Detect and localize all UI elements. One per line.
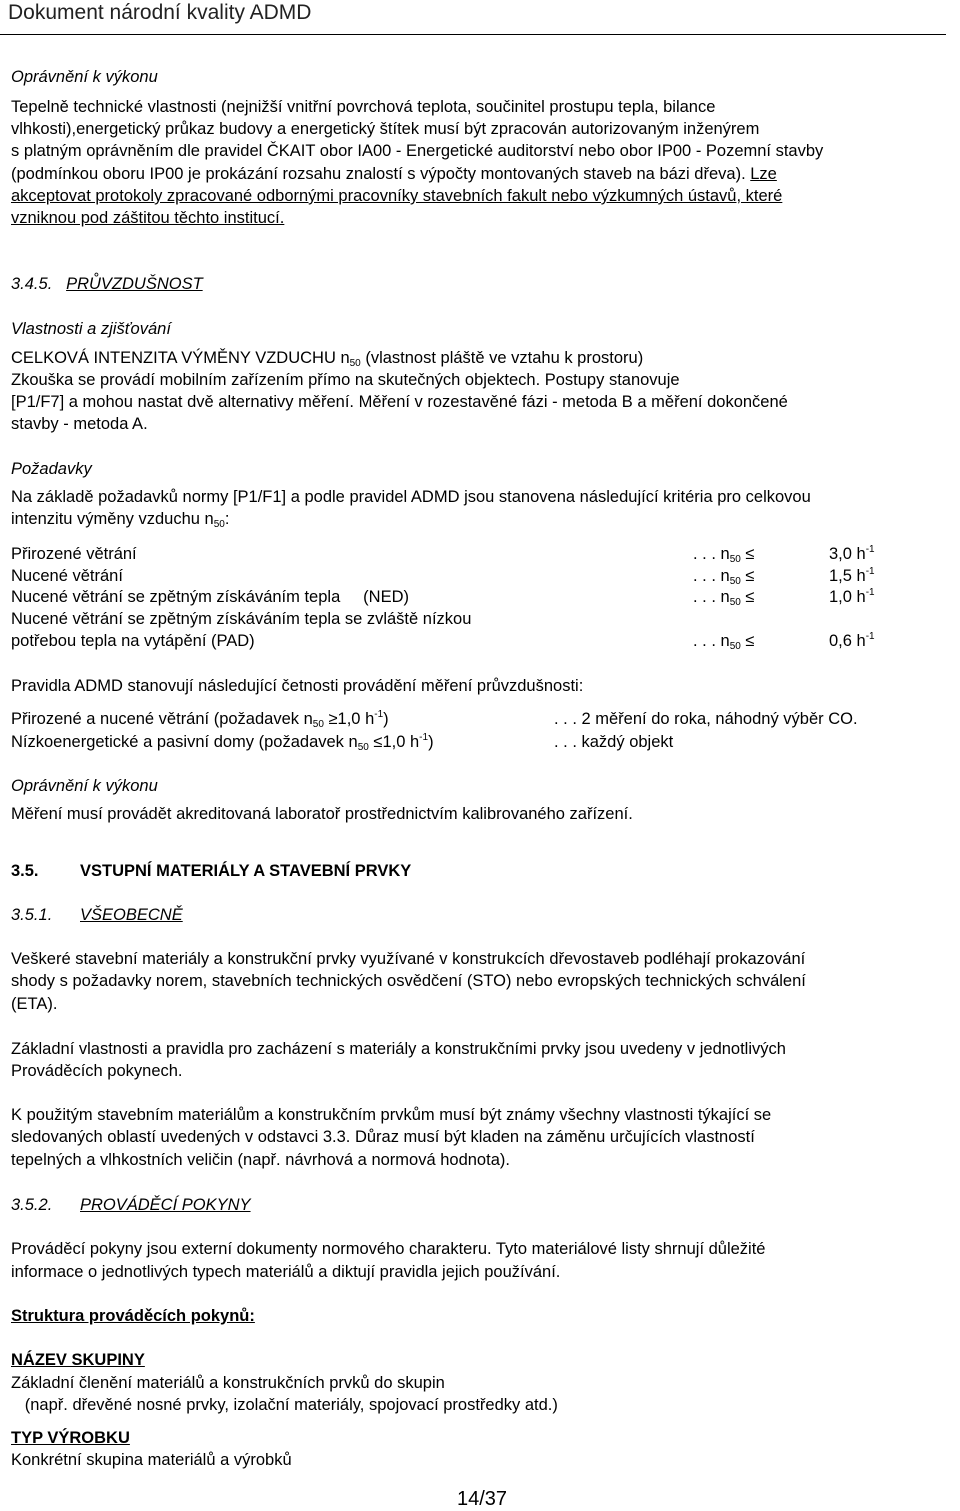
section-title: PROVÁDĚCÍ POKYNY — [80, 1196, 251, 1214]
text: ) — [428, 733, 434, 751]
superscript: -1 — [374, 709, 384, 720]
paragraph-line: s platným oprávněním dle pravidel ČKAIT obor IA00 - Energetické auditorství nebo obor IP00 - Pozemní stavby — [11, 142, 824, 160]
underlined-line: vzniknou pod záštitou těchto institucí. — [11, 209, 285, 227]
text: 3,0 h — [829, 545, 866, 563]
criteria-value — [829, 565, 875, 587]
criteria-value — [829, 586, 875, 608]
group-heading: NÁZEV SKUPINY — [11, 1351, 145, 1369]
authorization-heading: Oprávnění k výkonu — [11, 777, 158, 795]
subscript: 50 — [357, 742, 369, 753]
underlined-line: akceptovat protokoly zpracované odbornými pracovníky stavebních fakult nebo výzkumných ústavů, které — [11, 187, 783, 205]
section-number: 3.5.2. — [11, 1196, 53, 1214]
subscript: 50 — [729, 554, 741, 565]
paragraph-line: Prováděcí pokyny jsou externí dokumenty normového charakteru. Tyto materiálové listy shrnují důležité — [11, 1240, 766, 1258]
criteria-label: Nucené větrání se zpětným získáváním tepla se zvláště nízkou — [11, 610, 472, 628]
text: ) — [383, 710, 389, 728]
criteria-condition — [693, 543, 754, 565]
paragraph-line: Základní vlastnosti a pravidla pro zacházení s materiály a konstrukčními prvky jsou uvedeny v jednotlivých — [11, 1040, 786, 1058]
criteria-label: Přirozené větrání — [11, 545, 137, 563]
section-3-5-1-heading — [11, 904, 183, 926]
subscript: 50 — [729, 641, 741, 652]
subscript: 50 — [729, 576, 741, 587]
superscript: -1 — [865, 544, 875, 555]
page-number: 14/37 — [457, 1488, 508, 1510]
text: intenzitu výměny vzduchu n — [11, 510, 214, 528]
paragraph-line: Pravidla ADMD stanovují následující četnosti provádění měření průvzdušnosti: — [11, 677, 584, 695]
text: Nízkoenergetické a pasivní domy (požadavek n — [11, 733, 358, 751]
operator: ≤ — [745, 588, 755, 606]
section-3-5-2-heading — [11, 1194, 251, 1216]
intro-text: CELKOVÁ INTENZITA VÝMĚNY VZDUCHU n — [11, 349, 350, 367]
paragraph-line: Prováděcích pokynech. — [11, 1062, 183, 1080]
paragraph-line — [11, 508, 229, 530]
subscript: 50 — [349, 358, 361, 369]
paragraph-line: informace o jednotlivých typech materiálů a diktují pravidla jejich používání. — [11, 1263, 561, 1281]
paragraph-line: Měření musí provádět akreditovaná laboratoř prostřednictvím kalibrovaného zařízení. — [11, 805, 633, 823]
criteria-label: Nucené větrání — [11, 567, 123, 585]
paragraph-text: (podmínkou oboru IP00 je prokázání rozsahu znalostí s výpočty montovaných staveb na bázi dřeva). — [11, 165, 746, 183]
section-number: 3.5.1. — [11, 906, 53, 924]
paragraph-line: (např. dřevěné nosné prvky, izolační materiály, spojovací prostředky atd.) — [11, 1396, 558, 1414]
criteria-condition — [693, 565, 754, 587]
paragraph-line: shody s požadavky norem, stavebních technických osvědčení (STO) nebo evropských technických schválení — [11, 972, 806, 990]
paragraph-line: Tepelně technické vlastnosti (nejnižší vnitřní povrchová teplota, součinitel prostupu tepla, bilance — [11, 98, 716, 116]
paragraph-line — [11, 163, 777, 185]
underlined-text: Lze — [750, 165, 777, 183]
superscript: -1 — [419, 732, 429, 743]
operator: ≤ — [745, 632, 755, 650]
criteria-value — [829, 630, 875, 652]
header-title: Dokument národní kvality ADMD — [8, 1, 312, 24]
superscript: -1 — [865, 566, 875, 577]
text: : — [224, 510, 230, 528]
text: . . . n — [693, 567, 730, 585]
section-heading: Oprávnění k výkonu — [11, 68, 158, 86]
text: . . . n — [693, 588, 730, 606]
criteria-value — [829, 543, 875, 565]
operator: ≤ — [745, 545, 755, 563]
text: 1,5 h — [829, 567, 866, 585]
section-number: 3.5. — [11, 862, 39, 880]
section-title: PRŮVZDUŠNOST — [66, 275, 203, 293]
paragraph-line: Základní členění materiálů a konstrukčních prvků do skupin — [11, 1374, 445, 1392]
structure-heading: Struktura prováděcích pokynů: — [11, 1307, 255, 1325]
page-header — [0, 0, 946, 35]
section-3-4-5-heading — [11, 273, 203, 295]
superscript: -1 — [865, 587, 875, 598]
frequency-label — [11, 731, 434, 753]
subscript: 50 — [213, 519, 225, 530]
paragraph-line: Zkouška se provádí mobilním zařízením přímo na skutečných objektech. Postupy stanovuje — [11, 371, 680, 389]
operator: ≤ — [745, 567, 755, 585]
paragraph-line: K použitým stavebním materiálům a konstrukčním prvkům musí být známy všechny vlastnosti týkající se — [11, 1106, 772, 1124]
text: 0,6 h — [829, 632, 866, 650]
criteria-condition — [693, 630, 754, 652]
section-title: VŠEOBECNĚ — [80, 906, 183, 924]
paragraph-line: Veškeré stavební materiály a konstrukční prvky využívané v konstrukcích dřevostaveb podléhají prokazování — [11, 950, 806, 968]
section-title: VSTUPNÍ MATERIÁLY A STAVEBNÍ PRVKY — [80, 862, 412, 880]
paragraph-line: stavby - metoda A. — [11, 415, 148, 433]
subscript: 50 — [312, 719, 324, 730]
paragraph-line: tepelných a vlhkostních veličin (např. návrhová a normová hodnota). — [11, 1151, 510, 1169]
criteria-label: potřebou tepla na vytápění (PAD) — [11, 632, 255, 650]
criteria-label: Nucené větrání se zpětným získáváním tepla (NED) — [11, 588, 409, 606]
paragraph-line: Na základě požadavků normy [P1/F1] a podle pravidel ADMD jsou stanovena následující kritéria pro celkovou — [11, 488, 811, 506]
text: ≤1,0 h — [368, 733, 420, 751]
text: 1,0 h — [829, 588, 866, 606]
text: . . . n — [693, 632, 730, 650]
superscript: -1 — [865, 631, 875, 642]
paragraph-line: (ETA). — [11, 995, 58, 1013]
section-3-5-heading — [11, 860, 412, 882]
paragraph-line: [P1/F7] a mohou nastat dvě alternativy měření. Měření v rozestavěné fázi - metoda B a měření dokončené — [11, 393, 788, 411]
text: ≥1,0 h — [323, 710, 375, 728]
text: Přirozené a nucené větrání (požadavek n — [11, 710, 313, 728]
type-heading: TYP VÝROBKU — [11, 1429, 130, 1447]
frequency-value: . . . každý objekt — [554, 733, 674, 751]
frequency-label — [11, 708, 389, 730]
paragraph-line: sledovaných oblastí uvedených v odstavci 3.3. Důraz musí být kladen na záměnu určujících vlastností — [11, 1128, 755, 1146]
text: . . . n — [693, 545, 730, 563]
subscript: 50 — [729, 597, 741, 608]
section-number: 3.4.5. — [11, 275, 53, 293]
criteria-condition — [693, 586, 754, 608]
paragraph-line: vlhkosti),energetický průkaz budovy a energetický štítek musí být zpracován autorizovaným inženýrem — [11, 120, 760, 138]
paragraph-line: Konkrétní skupina materiálů a výrobků — [11, 1451, 292, 1469]
requirements-heading: Požadavky — [11, 460, 92, 478]
intro-tail: (vlastnost pláště ve vztahu k prostoru) — [360, 349, 644, 367]
frequency-value: . . . 2 měření do roka, náhodný výběr CO. — [554, 710, 858, 728]
subsection-heading: Vlastnosti a zjišťování — [11, 320, 171, 338]
intro-line — [11, 347, 643, 369]
